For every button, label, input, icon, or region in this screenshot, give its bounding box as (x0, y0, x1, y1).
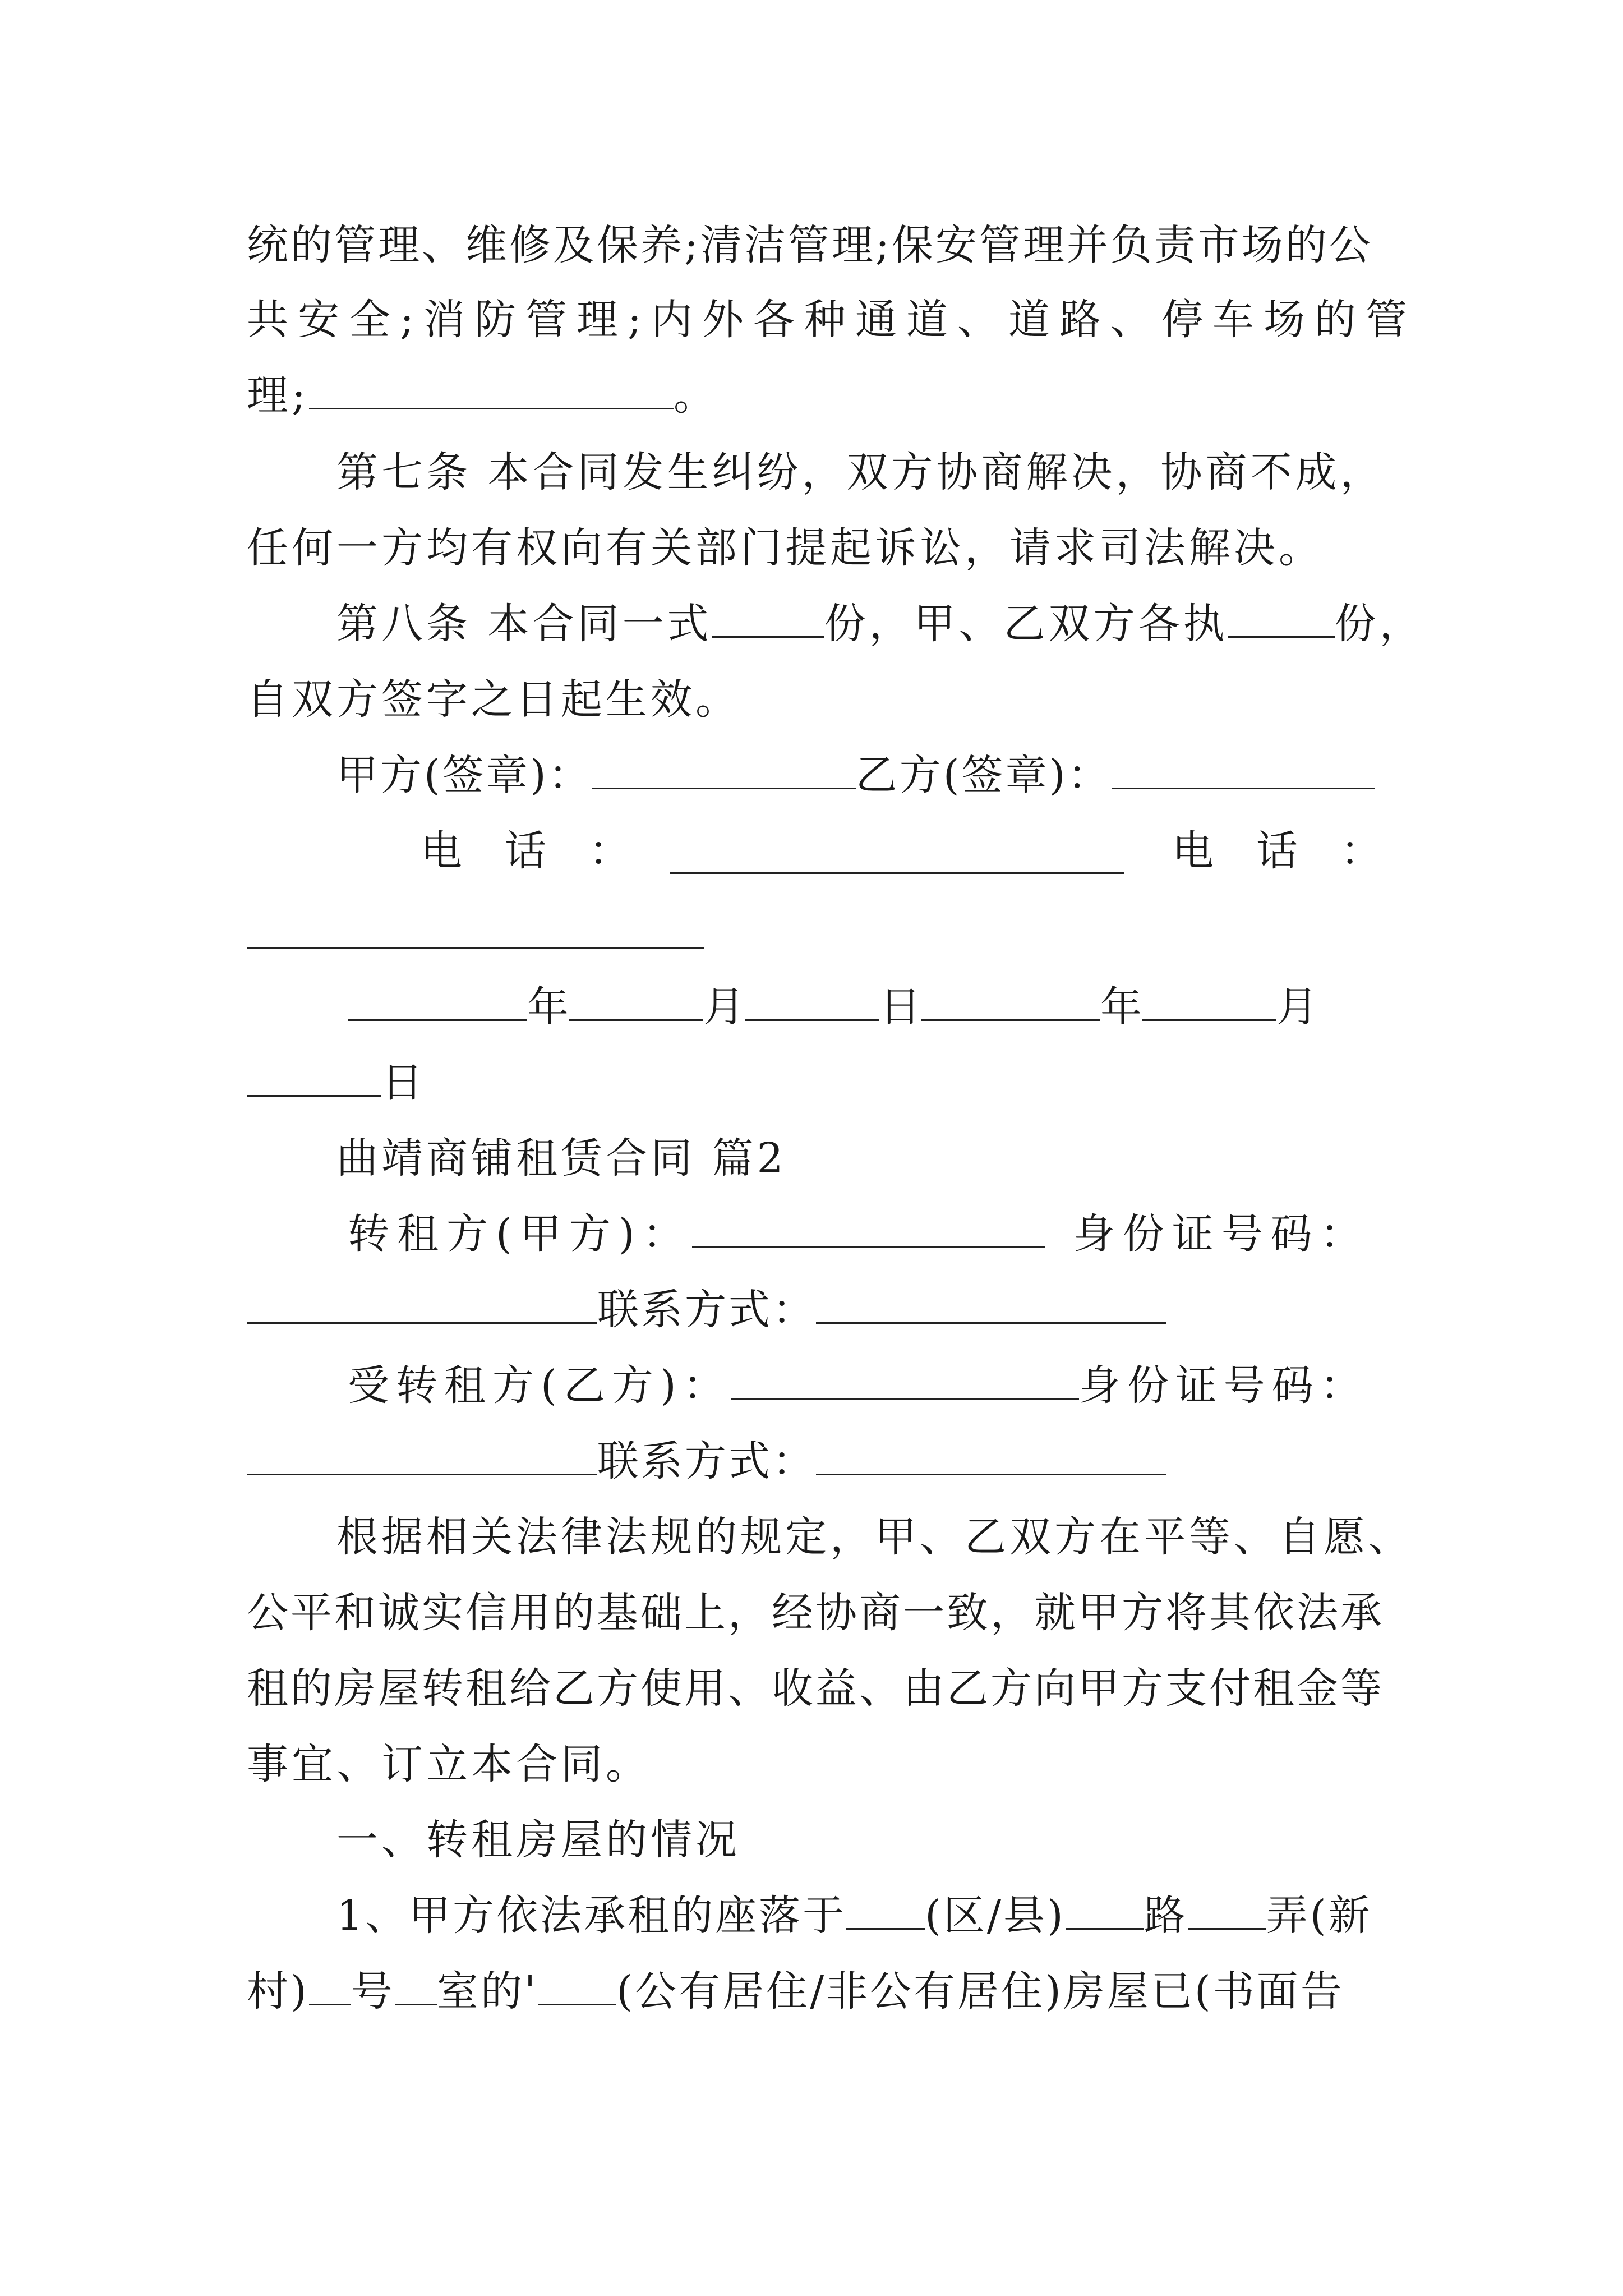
blank-field (712, 602, 824, 638)
blank-field (538, 1970, 616, 2005)
preamble-line-4: 事宜、订立本合同。 (247, 1740, 651, 1788)
blank-field (247, 1061, 381, 1097)
party-b-line: 受转租方(乙方)： 身份证号码： (348, 1361, 1368, 1410)
signature-line: 甲方(签章)： 乙方(签章)： (336, 742, 1375, 809)
contract-2-title: 曲靖商铺租赁合同 篇2 (336, 1134, 787, 1182)
phone-a-label: 电 话 ： (421, 827, 634, 875)
blank-field (816, 1440, 1166, 1475)
section-1-heading: 一、转租房屋的情况 (336, 1816, 740, 1864)
phone-b-label: 电 话 ： (1172, 827, 1385, 875)
blank-field (731, 1364, 1079, 1400)
blank-field (1112, 754, 1375, 789)
blank-field (348, 986, 527, 1021)
blank-field (1142, 986, 1276, 1021)
article-8-line-2: 自双方签字之日起生效。 (247, 675, 740, 724)
item-1-line-1: 1、甲方依法承租的座落于 (区/县) 路 弄(新 (336, 1892, 1372, 1940)
blank-field (1066, 1894, 1144, 1930)
text: 统的管理、维修及保养;清洁管理;保安管理并负责市场的公 (247, 221, 1373, 269)
date-line-2: 日 (247, 1049, 423, 1116)
clause-6-line-1 (247, 211, 1382, 279)
blank-field (395, 1970, 437, 2005)
blank-field (1228, 602, 1335, 638)
blank-field (745, 986, 879, 1021)
blank-field (921, 986, 1100, 1021)
blank-field (247, 1440, 597, 1475)
blank-field (1188, 1894, 1266, 1930)
blank-field (569, 986, 703, 1021)
blank-field (309, 374, 674, 409)
preamble-line-2: 公平和诚实信用的基础上，经协商一致，就甲方将其依法承 (247, 1589, 1384, 1637)
clause-6-line-2: 共安全;消防管理;内外各种通道、道路、停车场的管 (247, 296, 1417, 344)
clause-6-line-3: 理; 。 (247, 371, 718, 420)
preamble-line-3: 租的房屋转租给乙方使用、收益、由乙方向甲方支付租金等 (247, 1664, 1384, 1713)
article-7-line-2: 任何一方均有权向有关部门提起诉讼，请求司法解决。 (247, 524, 1324, 572)
party-b-contact: 联系方式： (247, 1428, 1166, 1495)
blank-field (816, 1289, 1166, 1324)
article-8-line-1: 第八条 本合同一式 份，甲、乙双方各执 份， (336, 600, 1424, 648)
phone-b-blank (247, 947, 704, 949)
blank-field (309, 1970, 351, 2005)
blank-field (247, 1289, 597, 1324)
blank-field (592, 754, 856, 789)
date-line: 年 月 日 年 月 (348, 973, 1318, 1041)
item-1-line-2: 村) 号 室的' (公有居住/非公有居住)房屋已(书面告 (247, 1967, 1344, 2016)
preamble-line-1: 根据相关法律法规的规定，甲、乙双方在平等、自愿、 (336, 1513, 1413, 1561)
party-a-line: 转租方(甲方)： 身份证号码： (348, 1210, 1370, 1258)
article-7-line-1: 第七条 本合同发生纠纷，双方协商解决，协商不成， (336, 448, 1385, 496)
phone-a-blank (670, 872, 1124, 874)
blank-field (846, 1894, 925, 1930)
party-a-contact: 联系方式： (247, 1276, 1166, 1343)
blank-field (692, 1213, 1045, 1248)
